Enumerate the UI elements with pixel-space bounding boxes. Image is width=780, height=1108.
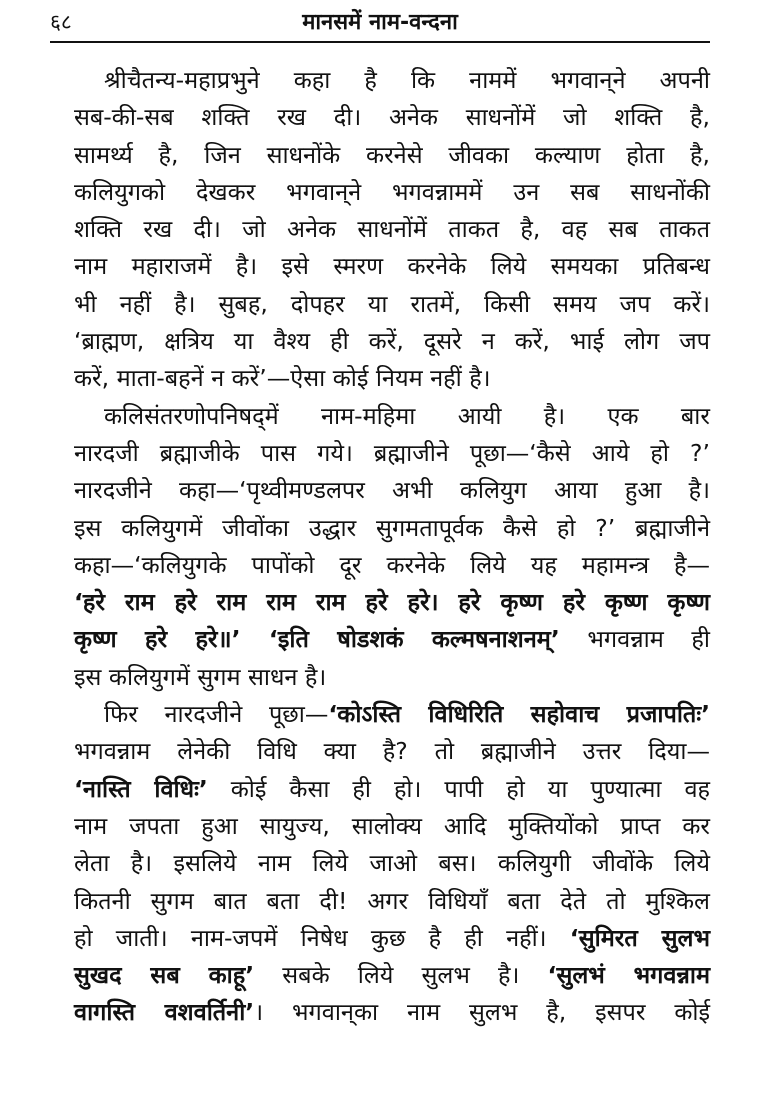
text-segment: सब-की-सब शक्ति रख दी। अनेक साधनोंमें जो शक्ति है, — [74, 103, 710, 132]
bold-quote: सुखद सब काहू’ — [74, 961, 255, 990]
text-line — [74, 957, 710, 994]
text-segment: कलियुगको देखकर भगवान्‌ने भगवन्नाममें उन सब साधनोंकी — [74, 177, 710, 206]
page-header — [50, 4, 710, 40]
text-line — [74, 323, 710, 360]
text-line — [74, 920, 710, 957]
text-segment: इस कलियुगमें जीवोंका उद्धार सुगमतापूर्वक कैसे हो ?’ ब्रह्माजीने — [74, 513, 710, 542]
text-line — [74, 360, 710, 397]
text-segment: कलिसंतरणोपनिषद्‌में नाम-महिमा आयी है। एक बार — [104, 401, 710, 430]
bold-quote: ‘हरे राम हरे राम राम राम हरे हरे। हरे कृष्ण हरे कृष्ण कृष्ण — [74, 588, 710, 617]
text-line — [74, 771, 710, 808]
text-line — [74, 621, 710, 658]
text-line — [74, 286, 710, 323]
running-title: मानसमें नाम-वन्दना — [302, 10, 458, 35]
text-line — [74, 510, 710, 547]
bold-quote: वागस्ति वशवर्तिनी’ — [74, 998, 255, 1027]
text-line — [74, 845, 710, 882]
text-segment: नाम जपता हुआ सायुज्य, सालोक्य आदि मुक्तियोंको प्राप्त कर — [74, 811, 710, 840]
text-line — [74, 435, 710, 472]
text-line — [74, 659, 710, 696]
page-number: ६८ — [50, 10, 72, 34]
bold-quote: ‘सुलभं भगवन्नाम — [547, 961, 710, 990]
text-line — [74, 62, 710, 99]
text-line — [74, 99, 710, 136]
text-segment: नाम महाराजमें है। इसे स्मरण करनेके लिये समयका प्रतिबन्ध — [74, 252, 710, 281]
text-line — [74, 137, 710, 174]
text-line — [74, 174, 710, 211]
bold-quote: ‘नास्ति विधिः’ — [74, 774, 208, 803]
text-segment: भगवन्नाम लेनेकी विधि क्या है? तो ब्रह्माजीने उत्तर दिया— — [74, 737, 710, 766]
text-segment: भी नहीं है। सुबह, दोपहर या रातमें, किसी समय जप करें। — [74, 289, 710, 318]
text-segment: कितनी सुगम बात बता दी! अगर विधियाँ बता देते तो मुश्किल — [74, 886, 710, 915]
text-line — [74, 398, 710, 435]
bold-quote: कृष्ण हरे हरे॥’ ‘इति षोडशकं कल्मषनाशनम्’ — [74, 625, 560, 654]
text-line — [74, 808, 710, 845]
header-rule — [50, 41, 710, 43]
text-segment: करें, माता-बहनें न करें’—ऐसा कोई नियम नहीं है। — [74, 364, 491, 393]
bold-quote: ‘कोऽस्ति विधिरिति सहोवाच प्रजापतिः’ — [328, 700, 711, 729]
text-segment: हो जाती। नाम-जपमें निषेध कुछ है ही नहीं। — [74, 923, 570, 952]
text-line — [74, 994, 710, 1031]
text-segment: शक्ति रख दी। जो अनेक साधनोंमें ताकत है, वह सब ताकत — [74, 215, 710, 244]
body-text — [74, 62, 710, 1032]
text-segment: इस कलियुगमें सुगम साधन है। — [74, 662, 327, 691]
text-line — [74, 733, 710, 770]
text-line — [74, 584, 710, 621]
text-segment: लेता है। इसलिये नाम लिये जाओ बस। कलियुगी जीवोंके लिये — [74, 849, 710, 878]
text-segment: कहा—‘कलियुगके पापोंको दूर करनेके लिये यह महामन्त्र है— — [74, 550, 710, 579]
text-line — [74, 696, 710, 733]
text-segment: । भगवान्‌का नाम सुलभ है, इसपर कोई — [254, 998, 710, 1027]
text-segment: फिर नारदजीने पूछा— — [104, 700, 329, 729]
text-line — [74, 211, 710, 248]
bold-quote: ‘सुमिरत सुलभ — [569, 923, 711, 952]
text-segment: सामर्थ्य है, जिन साधनोंके करनेसे जीवका कल्याण होता है, — [74, 140, 710, 169]
text-line — [74, 472, 710, 509]
text-segment: नारदजी ब्रह्माजीके पास गये। ब्रह्माजीने पूछा—‘कैसे आये हो ?’ — [74, 438, 710, 467]
text-segment: ‘ब्राह्मण, क्षत्रिय या वैश्य ही करें, दूसरे न करें, भाई लोग जप — [74, 327, 710, 356]
text-segment: भगवन्नाम ही — [559, 625, 710, 654]
text-segment: सबके लिये सुलभ है। — [254, 961, 548, 990]
text-line — [74, 883, 710, 920]
text-segment: नारदजीने कहा—‘पृथ्वीमण्डलपर अभी कलियुग आया हुआ है। — [74, 476, 710, 505]
text-segment: श्रीचैतन्य-महाप्रभुने कहा है कि नाममें भगवान्‌ने अपनी — [104, 66, 710, 94]
text-segment: कोई कैसा ही हो। पापी हो या पुण्यात्मा वह — [207, 774, 711, 803]
text-line — [74, 547, 710, 584]
text-line — [74, 248, 710, 285]
